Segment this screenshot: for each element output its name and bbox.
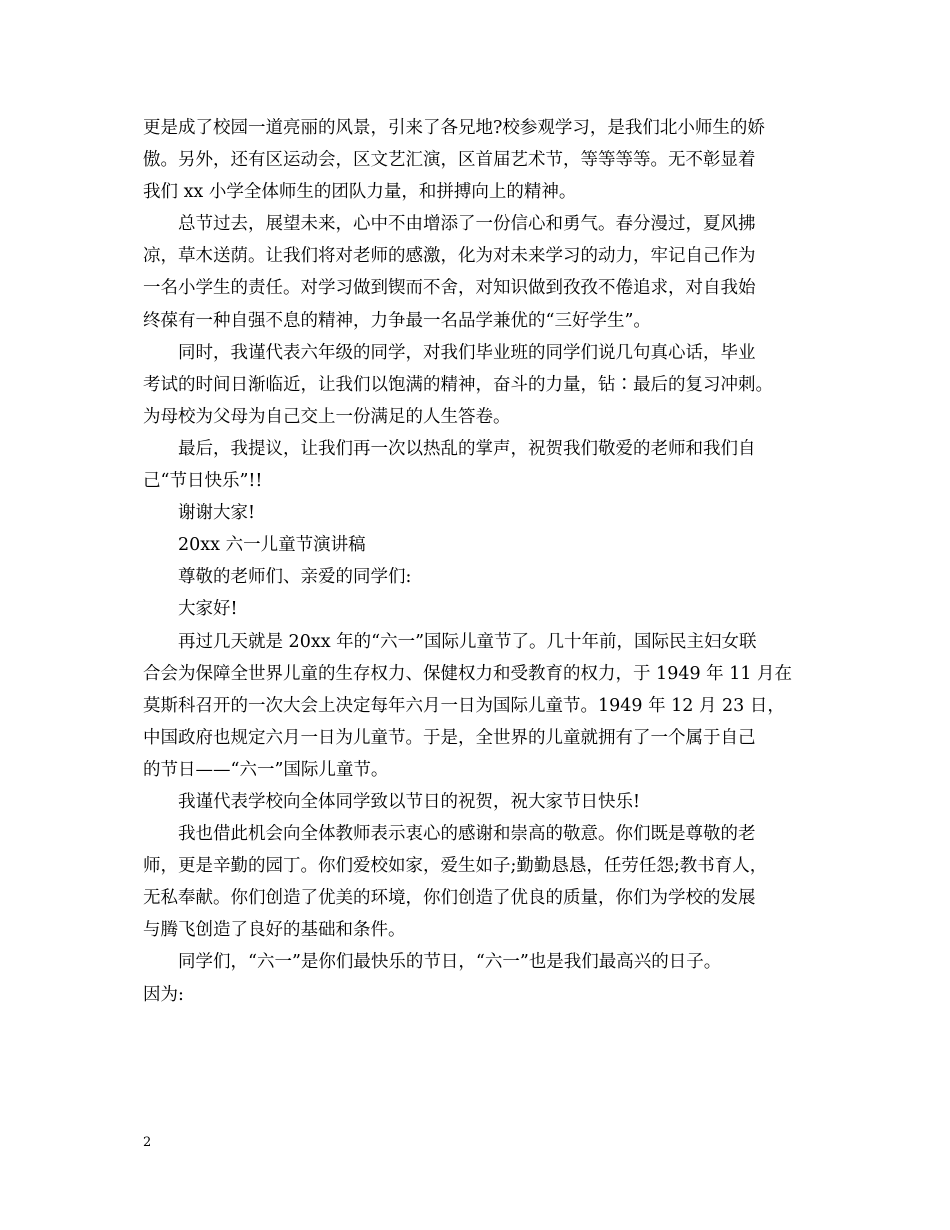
text-line: 凉，草木送荫。让我们将对老师的感激，化为对未来学习的动力，牢记自己作为 [143, 246, 756, 267]
text-line: 我谨代表学校向全体同学致以节日的祝贺，祝大家节日快乐! [178, 791, 641, 812]
text-line: 终葆有一种自强不息的精神，力争最一名品学兼优的“三好学生”。 [143, 310, 651, 331]
text-line: 总节过去，展望未来，心中不由增添了一份信心和勇气。春分漫过，夏风拂 [178, 214, 756, 235]
text-line: 中国政府也规定六月一日为儿童节。于是，全世界的儿童就拥有了一个属于自己 [143, 727, 756, 748]
text-line: 无私奉献。你们创造了优美的环境，你们创造了优良的质量，你们为学校的发展 [143, 888, 756, 909]
text-line: 我们 xx 小学全体师生的团队力量，和拼搏向上的精神。 [143, 182, 577, 203]
text-line: 同学们，“六一”是你们最快乐的节日，“六一”也是我们最高兴的日子。 [178, 952, 722, 973]
text-line: 因为: [143, 984, 184, 1005]
text-line: 己“节日快乐”!! [143, 471, 263, 492]
text-line: 莫斯科召开的一次大会上决定每年六月一日为国际儿童节。1949 年 12 月 23 日， [143, 695, 785, 716]
text-line: 最后，我提议，让我们再一次以热乱的掌声，祝贺我们敬爱的老师和我们自 [178, 438, 756, 459]
text-line: 一名小学生的责任。对学习做到锲而不舍，对知识做到孜孜不倦追求，对自我始 [143, 278, 756, 299]
body-text [143, 112, 833, 1011]
text-line: 的节日——“六一”国际儿童节。 [143, 759, 389, 780]
text-line: 与腾飞创造了良好的基础和条件。 [143, 920, 406, 941]
text-line: 尊敬的老师们、亲爱的同学们: [178, 567, 412, 588]
text-line: 20xx 六一儿童节演讲稿 [178, 535, 366, 556]
text-line: 合会为保障全世界儿童的生存权力、保健权力和受教育的权力，于 1949 年 11 月在 [143, 663, 793, 684]
text-line: 大家好! [178, 599, 238, 620]
text-line: 傲。另外，还有区运动会，区文艺汇演，区首届艺术节，等等等等。无不彰显着 [143, 150, 756, 171]
text-line: 考试的时间日渐临近，让我们以饱满的精神，奋斗的力量，钻∶最后的复习冲刺。 [143, 374, 773, 395]
text-line: 再过几天就是 20xx 年的“六一”国际儿童节了。几十年前，国际民主妇女联 [178, 631, 757, 652]
text-line: 更是成了校园一道亮丽的风景，引来了各兄地?校参观学习，是我们北小师生的娇 [143, 118, 765, 138]
text-line: 师，更是辛勤的园丁。你们爱校如家，爱生如子;勤勤恳恳，任劳任怨;教书育人， [143, 856, 768, 877]
text-line: 谢谢大家! [178, 503, 256, 524]
text-line: 同时，我谨代表六年级的同学，对我们毕业班的同学们说几句真心话，毕业 [178, 342, 756, 363]
text-line: 为母校为父母为自己交上一份满足的人生答卷。 [143, 406, 511, 427]
page-number: 2 [143, 1135, 152, 1150]
text-line: 我也借此机会向全体教师表示衷心的感谢和崇高的敬意。你们既是尊敬的老 [178, 824, 756, 845]
